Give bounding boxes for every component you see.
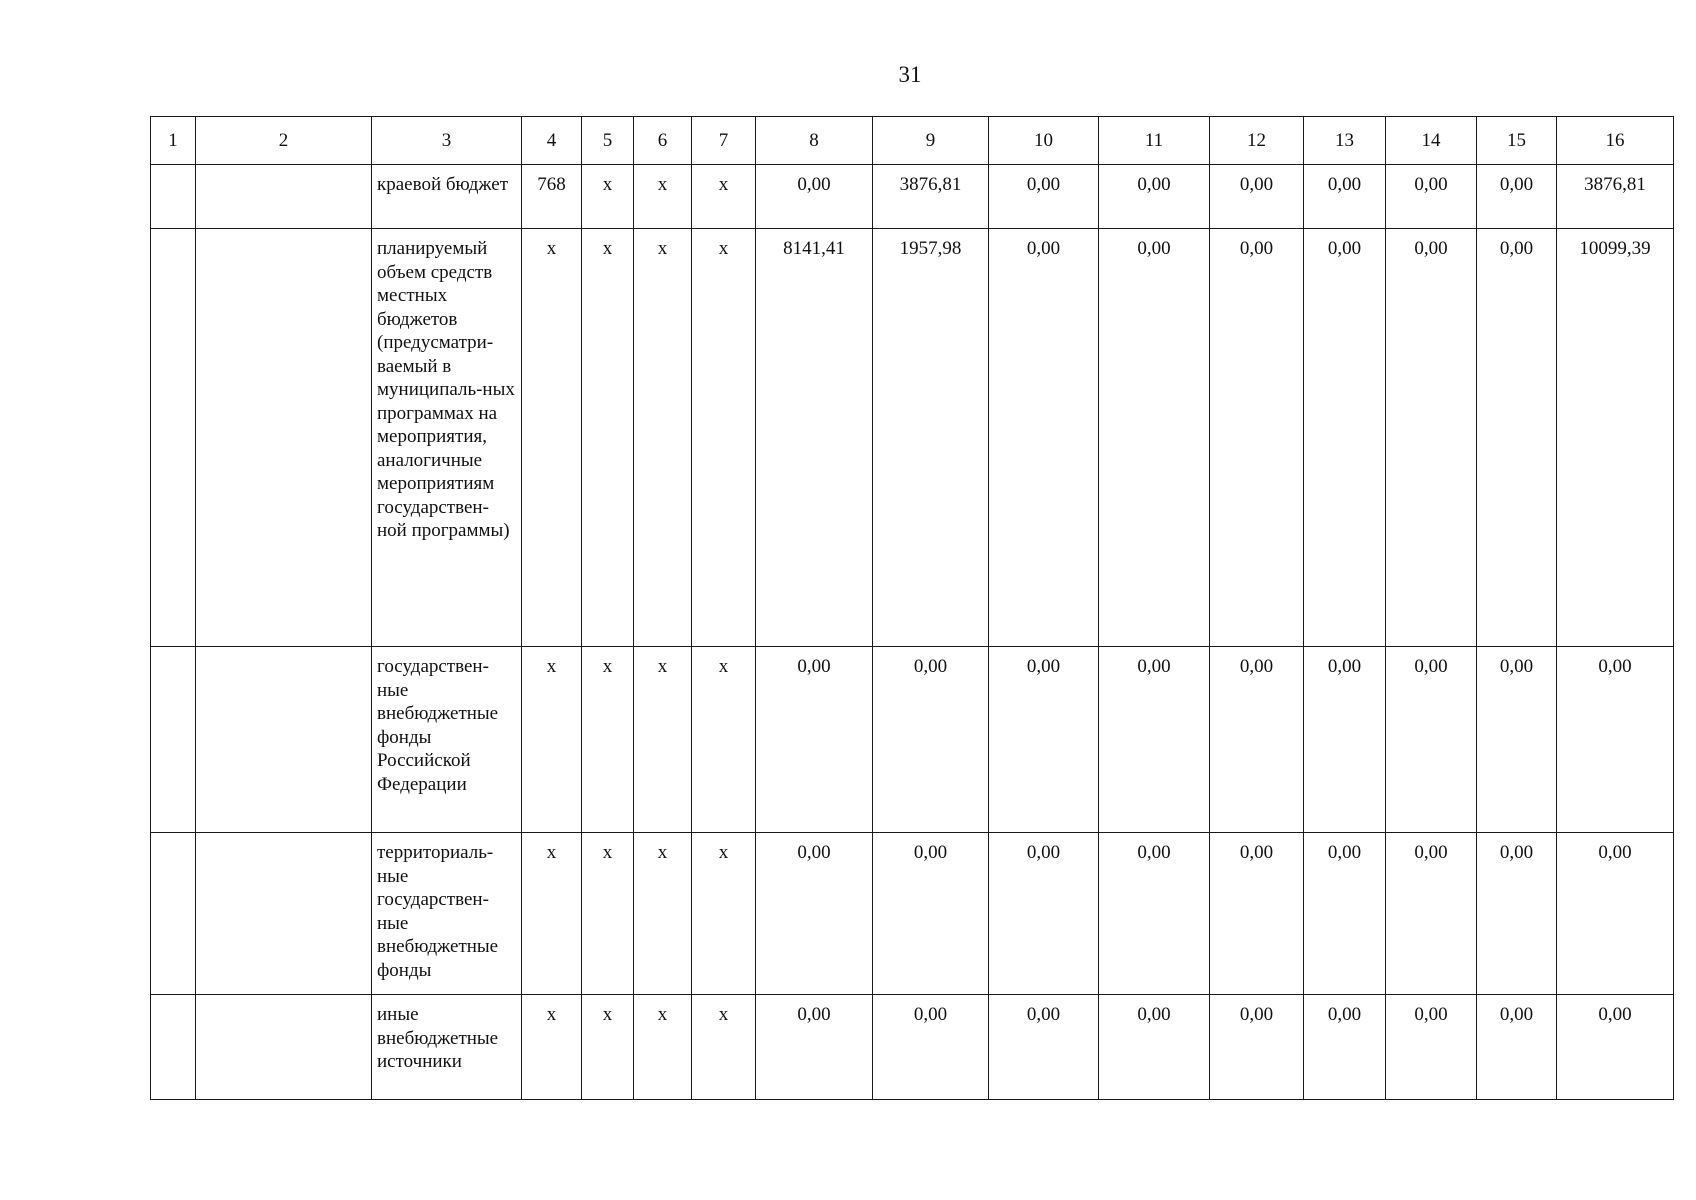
column-header: 6: [634, 117, 692, 165]
empty-cell: [151, 995, 196, 1100]
empty-cell: [196, 647, 372, 833]
value-cell: 0,00: [1477, 833, 1557, 995]
code-cell: 768: [522, 165, 582, 229]
value-cell: 0,00: [1304, 647, 1386, 833]
value-cell: 0,00: [989, 229, 1099, 647]
value-cell: 0,00: [1304, 995, 1386, 1100]
column-header: 15: [1477, 117, 1557, 165]
value-cell: 0,00: [1477, 647, 1557, 833]
column-header: 12: [1210, 117, 1304, 165]
value-cell: 0,00: [756, 647, 873, 833]
column-header: 10: [989, 117, 1099, 165]
value-cell: 0,00: [1304, 229, 1386, 647]
code-cell: x: [582, 995, 634, 1100]
column-header: 13: [1304, 117, 1386, 165]
total-cell: 10099,39: [1557, 229, 1674, 647]
code-cell: x: [522, 833, 582, 995]
column-header: 2: [196, 117, 372, 165]
value-cell: 0,00: [989, 165, 1099, 229]
value-cell: 0,00: [1210, 165, 1304, 229]
total-cell: 3876,81: [1557, 165, 1674, 229]
value-cell: 0,00: [1386, 647, 1477, 833]
column-header: 5: [582, 117, 634, 165]
total-cell: 0,00: [1557, 647, 1674, 833]
value-cell: 0,00: [1210, 833, 1304, 995]
code-cell: x: [634, 995, 692, 1100]
column-header: 11: [1099, 117, 1210, 165]
value-cell: 0,00: [1304, 165, 1386, 229]
value-cell: 0,00: [873, 833, 989, 995]
column-header: 8: [756, 117, 873, 165]
column-header: 9: [873, 117, 989, 165]
value-cell: 0,00: [1099, 165, 1210, 229]
code-cell: x: [634, 229, 692, 647]
empty-cell: [151, 647, 196, 833]
code-cell: x: [582, 833, 634, 995]
value-cell: 0,00: [756, 833, 873, 995]
table-row: [151, 833, 1674, 995]
value-cell: 0,00: [1477, 165, 1557, 229]
value-cell: 3876,81: [873, 165, 989, 229]
code-cell: x: [692, 229, 756, 647]
value-cell: 0,00: [873, 647, 989, 833]
code-cell: x: [522, 647, 582, 833]
value-cell: 0,00: [1210, 995, 1304, 1100]
value-cell: 8141,41: [756, 229, 873, 647]
value-cell: 0,00: [1099, 647, 1210, 833]
table-row: [151, 229, 1674, 647]
value-cell: 0,00: [989, 833, 1099, 995]
value-cell: 0,00: [1099, 833, 1210, 995]
code-cell: x: [522, 995, 582, 1100]
empty-cell: [196, 995, 372, 1100]
value-cell: 0,00: [1386, 995, 1477, 1100]
table-row: [151, 165, 1674, 229]
column-header: 1: [151, 117, 196, 165]
column-header: 14: [1386, 117, 1477, 165]
funding-source-label: территориаль-ные государствен-ные внебюджетные фонды: [372, 833, 522, 995]
empty-cell: [196, 165, 372, 229]
column-header: 4: [522, 117, 582, 165]
page-number: 31: [898, 62, 922, 87]
code-cell: x: [692, 995, 756, 1100]
code-cell: x: [582, 165, 634, 229]
value-cell: 0,00: [1210, 229, 1304, 647]
value-cell: 0,00: [1477, 995, 1557, 1100]
budget-table: [150, 116, 1674, 1100]
empty-cell: [151, 229, 196, 647]
value-cell: 0,00: [1099, 995, 1210, 1100]
table-row: [151, 647, 1674, 833]
total-cell: 0,00: [1557, 833, 1674, 995]
funding-source-label: иные внебюджетные источники: [372, 995, 522, 1100]
funding-source-label: государствен-ные внебюджетные фонды Российской Федерации: [372, 647, 522, 833]
value-cell: 1957,98: [873, 229, 989, 647]
value-cell: 0,00: [756, 995, 873, 1100]
code-cell: x: [634, 647, 692, 833]
empty-cell: [151, 833, 196, 995]
empty-cell: [196, 229, 372, 647]
value-cell: 0,00: [1477, 229, 1557, 647]
code-cell: x: [692, 647, 756, 833]
column-header: 16: [1557, 117, 1674, 165]
total-cell: 0,00: [1557, 995, 1674, 1100]
value-cell: 0,00: [989, 647, 1099, 833]
value-cell: 0,00: [989, 995, 1099, 1100]
value-cell: 0,00: [756, 165, 873, 229]
code-cell: x: [582, 229, 634, 647]
value-cell: 0,00: [1099, 229, 1210, 647]
value-cell: 0,00: [1304, 833, 1386, 995]
code-cell: x: [582, 647, 634, 833]
column-header: 7: [692, 117, 756, 165]
value-cell: 0,00: [1386, 165, 1477, 229]
empty-cell: [151, 165, 196, 229]
value-cell: 0,00: [1386, 229, 1477, 647]
code-cell: x: [634, 165, 692, 229]
funding-source-label: планируемый объем средств местных бюджетов (предусматри-ваемый в муниципаль-ных программах на мероприятия, аналогичные мероприятиям государствен-ной программы): [372, 229, 522, 647]
empty-cell: [196, 833, 372, 995]
funding-source-label: краевой бюджет: [372, 165, 522, 229]
value-cell: 0,00: [873, 995, 989, 1100]
code-cell: x: [692, 833, 756, 995]
code-cell: x: [692, 165, 756, 229]
column-header: 3: [372, 117, 522, 165]
value-cell: 0,00: [1386, 833, 1477, 995]
code-cell: x: [522, 229, 582, 647]
code-cell: x: [634, 833, 692, 995]
table-row: [151, 995, 1674, 1100]
table-header-row: [151, 117, 1674, 165]
value-cell: 0,00: [1210, 647, 1304, 833]
